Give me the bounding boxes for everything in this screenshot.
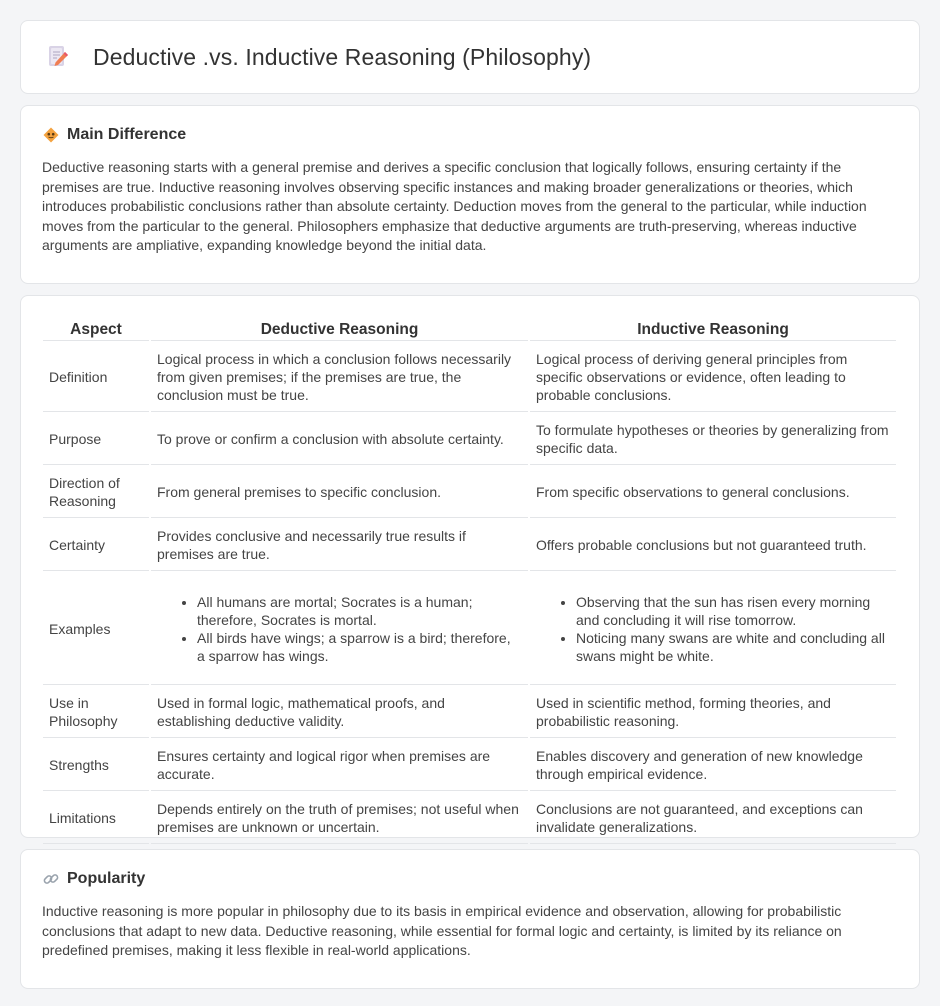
- list-item: • Noticing many swans are white and concluding all swans might be white.: [576, 629, 890, 665]
- inductive-cell: Used in scientific method, forming theories, and probabilistic reasoning.: [530, 687, 896, 738]
- document-edit-icon: [45, 44, 71, 70]
- inductive-examples-list: [576, 593, 890, 665]
- header-inductive: Inductive Reasoning: [530, 317, 896, 341]
- inductive-cell: From specific observations to general conclusions.: [530, 467, 896, 518]
- popularity-title: Popularity: [67, 870, 146, 887]
- deductive-cell: Depends entirely on the truth of premises; not useful when premises are unknown or uncertain.: [151, 793, 528, 844]
- deductive-examples-list: [197, 593, 522, 665]
- table-row: [43, 467, 896, 518]
- page-title: Deductive .vs. Inductive Reasoning (Philosophy): [93, 43, 592, 70]
- deductive-cell: [151, 573, 528, 685]
- table-row: [43, 343, 896, 412]
- title-card: [20, 20, 920, 94]
- table-row: [43, 687, 896, 738]
- diamond-warning-icon: [42, 126, 60, 144]
- comparison-table: [41, 315, 898, 846]
- aspect-cell: Strengths: [43, 740, 149, 791]
- header-aspect: Aspect: [43, 317, 149, 341]
- aspect-cell: Use in Philosophy: [43, 687, 149, 738]
- aspect-cell: Direction of Reasoning: [43, 467, 149, 518]
- list-item: • All humans are mortal; Socrates is a human; therefore, Socrates is mortal.: [197, 593, 522, 629]
- deductive-cell: Ensures certainty and logical rigor when premises are accurate.: [151, 740, 528, 791]
- list-item: • Observing that the sun has risen every morning and concluding it will rise tomorrow.: [576, 593, 890, 629]
- inductive-cell: [530, 573, 896, 685]
- table-row: [43, 793, 896, 844]
- inductive-cell: To formulate hypotheses or theories by generalizing from specific data.: [530, 414, 896, 465]
- list-item: • All birds have wings; a sparrow is a bird; therefore, a sparrow has wings.: [197, 629, 522, 665]
- table-row: [43, 740, 896, 791]
- inductive-cell: Logical process of deriving general principles from specific observations or evidence, often leading to probable conclusions.: [530, 343, 896, 412]
- deductive-cell: To prove or confirm a conclusion with absolute certainty.: [151, 414, 528, 465]
- table-row: [43, 573, 896, 685]
- main-difference-title: Main Difference: [67, 126, 187, 143]
- inductive-cell: Enables discovery and generation of new knowledge through empirical evidence.: [530, 740, 896, 791]
- main-difference-text: Deductive reasoning starts with a general premise and derives a specific conclusion that logically follows, ensuring certainty if the premises are true. Inductive reasoning involves observing specific instances and making broader generalizations or theories, which introduces probabilistic conclusions rather than absolute certainty. Deduction moves from the general to the particular, while induction moves from the particular to the general. Philosophers emphasize that deductive arguments are truth-preserving, whereas inductive arguments are ampliative, expanding knowledge beyond the initial data.: [42, 159, 867, 254]
- popularity-card: [20, 849, 920, 989]
- comparison-table-card: [20, 295, 920, 838]
- aspect-cell: Examples: [43, 573, 149, 685]
- deductive-cell: Used in formal logic, mathematical proofs, and establishing deductive validity.: [151, 687, 528, 738]
- main-difference-card: [20, 105, 920, 284]
- link-icon: [42, 870, 60, 888]
- aspect-cell: Purpose: [43, 414, 149, 465]
- deductive-cell: From general premises to specific conclusion.: [151, 467, 528, 518]
- deductive-cell: Provides conclusive and necessarily true results if premises are true.: [151, 520, 528, 571]
- deductive-cell: Logical process in which a conclusion follows necessarily from given premises; if the premises are true, the conclusion must be true.: [151, 343, 528, 412]
- aspect-cell: Certainty: [43, 520, 149, 571]
- inductive-cell: Offers probable conclusions but not guaranteed truth.: [530, 520, 896, 571]
- table-header-row: [43, 317, 896, 341]
- aspect-cell: Limitations: [43, 793, 149, 844]
- inductive-cell: Conclusions are not guaranteed, and exceptions can invalidate generalizations.: [530, 793, 896, 844]
- aspect-cell: Definition: [43, 343, 149, 412]
- popularity-text: Inductive reasoning is more popular in philosophy due to its basis in empirical evidence and observation, allowing for probabilistic conclusions that adapt to new data. Deductive reasoning, while essential for formal logic and certainty, is limited by its reliance on predefined premises, making it less flexible in real-world applications.: [42, 903, 842, 959]
- table-row: [43, 520, 896, 571]
- header-deductive: Deductive Reasoning: [151, 317, 528, 341]
- table-row: [43, 414, 896, 465]
